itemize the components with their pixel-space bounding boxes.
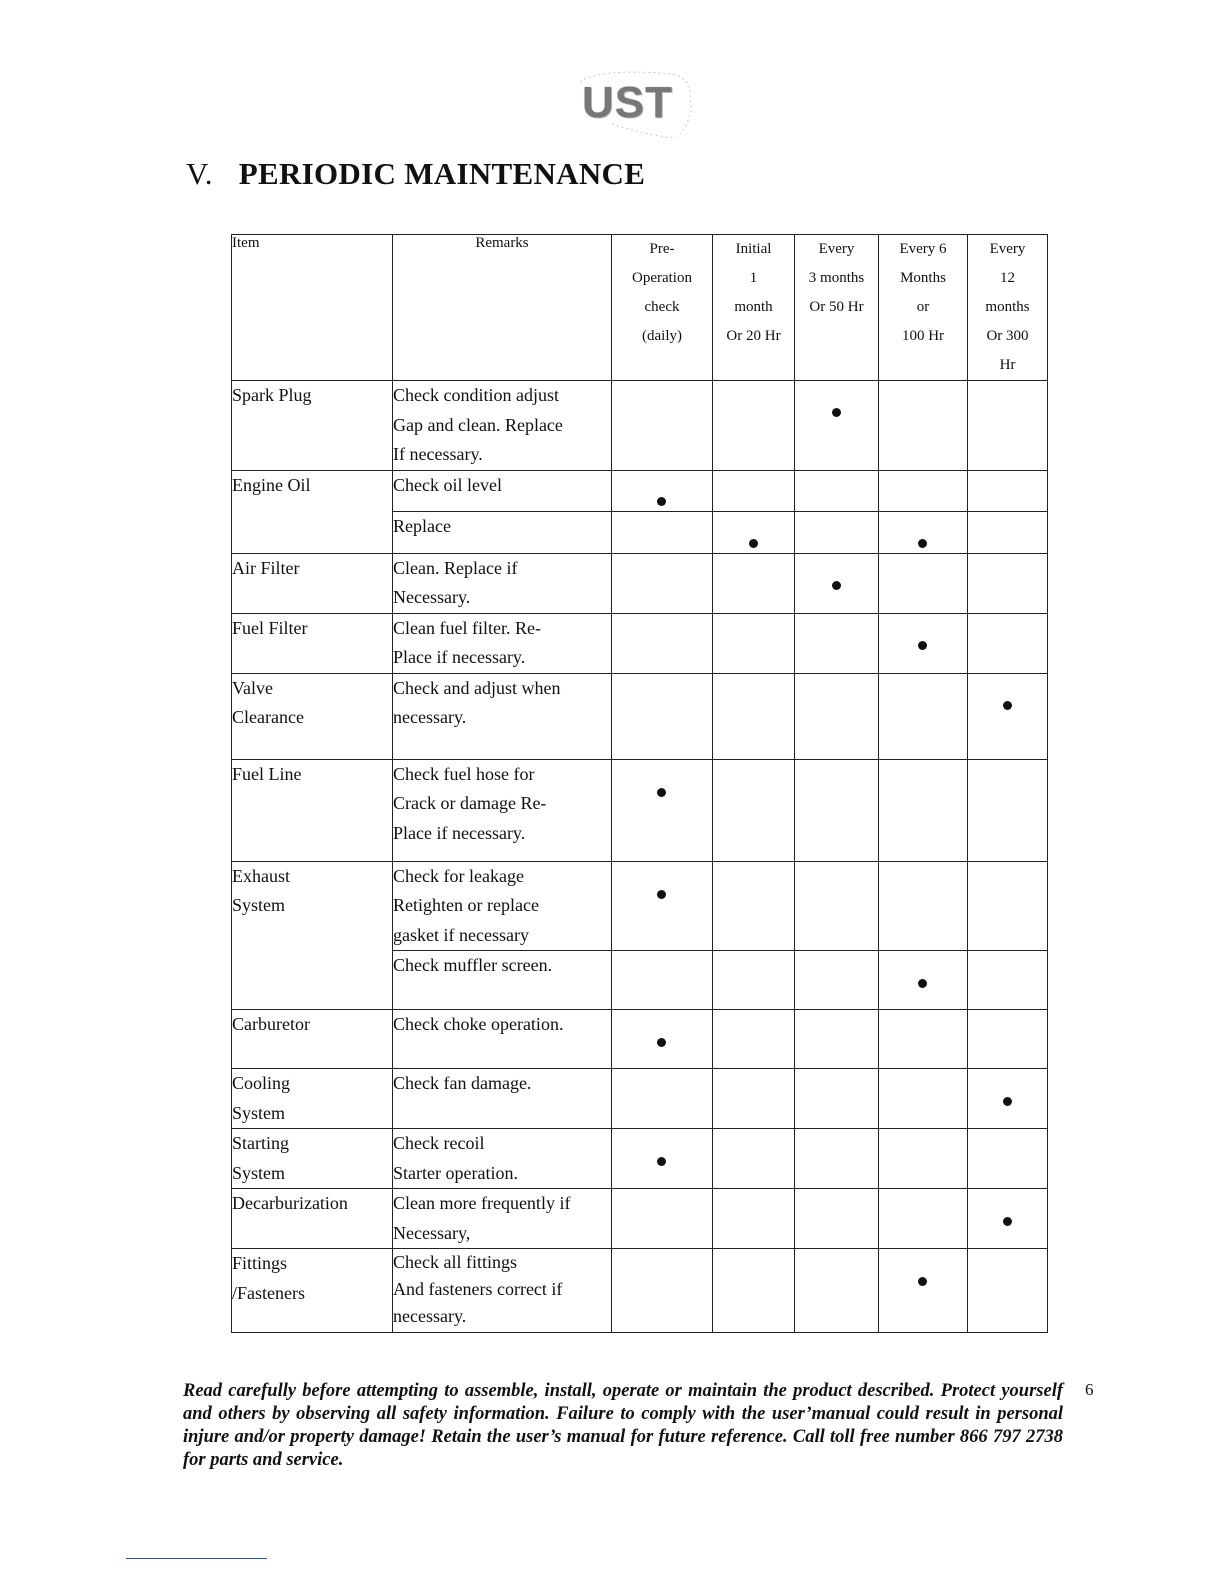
check-dot-icon — [657, 890, 666, 899]
schedule-cell — [795, 1010, 879, 1069]
check-dot-icon — [1003, 701, 1012, 710]
table-row — [232, 673, 1048, 759]
table-row — [232, 470, 1048, 511]
schedule-cell — [612, 511, 713, 553]
section-title-text: PERIODIC MAINTENANCE — [238, 156, 646, 191]
header-every-6-months: Every 6 Months or 100 Hr — [879, 235, 968, 381]
schedule-cell — [879, 861, 968, 951]
check-dot-icon — [657, 788, 666, 797]
remark-cell: Replace — [393, 511, 612, 553]
schedule-cell — [795, 951, 879, 1010]
check-dot-icon — [832, 408, 841, 417]
schedule-cell — [879, 1010, 968, 1069]
schedule-cell — [612, 861, 713, 951]
section-title — [186, 156, 645, 192]
schedule-cell — [713, 759, 795, 861]
schedule-cell — [795, 553, 879, 613]
remark-cell: Clean more frequently if Necessary, — [393, 1189, 612, 1249]
schedule-cell — [795, 511, 879, 553]
schedule-cell — [968, 951, 1048, 1010]
page-number: 6 — [1085, 1380, 1094, 1399]
header-every-12-months: Every 12 months Or 300 Hr — [968, 235, 1048, 381]
check-dot-icon — [657, 1157, 666, 1166]
schedule-cell — [713, 951, 795, 1010]
remark-cell: Check all fittings And fasteners correct if necessary. — [393, 1249, 612, 1333]
schedule-cell — [879, 1189, 968, 1249]
schedule-cell — [713, 613, 795, 673]
schedule-cell — [713, 861, 795, 951]
schedule-cell — [713, 1189, 795, 1249]
table-row — [232, 759, 1048, 861]
table-row — [232, 861, 1048, 951]
table-row — [232, 553, 1048, 613]
remark-cell: Check recoil Starter operation. — [393, 1129, 612, 1189]
table-row — [232, 1189, 1048, 1249]
table-row — [232, 1069, 1048, 1129]
check-dot-icon — [749, 539, 758, 548]
check-dot-icon — [918, 641, 927, 650]
schedule-cell — [612, 553, 713, 613]
schedule-cell — [612, 951, 713, 1010]
item-cell: Cooling System — [232, 1069, 393, 1129]
schedule-cell — [713, 1249, 795, 1333]
table-row — [232, 613, 1048, 673]
schedule-cell — [968, 1129, 1048, 1189]
item-cell: Starting System — [232, 1129, 393, 1189]
schedule-cell — [795, 861, 879, 951]
header-remarks: Remarks — [393, 235, 612, 381]
schedule-cell — [713, 470, 795, 511]
schedule-cell — [612, 613, 713, 673]
remark-cell: Check fan damage. — [393, 1069, 612, 1129]
schedule-cell — [713, 673, 795, 759]
schedule-cell — [612, 1249, 713, 1333]
schedule-cell — [612, 759, 713, 861]
item-cell: Fuel Filter — [232, 613, 393, 673]
divider — [126, 1558, 267, 1559]
schedule-cell — [612, 1189, 713, 1249]
schedule-cell — [968, 673, 1048, 759]
schedule-cell — [713, 1069, 795, 1129]
schedule-cell — [795, 759, 879, 861]
remark-cell: Check condition adjust Gap and clean. Replace If necessary. — [393, 381, 612, 471]
schedule-cell — [713, 553, 795, 613]
item-cell: Valve Clearance — [232, 673, 393, 759]
schedule-cell — [795, 673, 879, 759]
schedule-cell — [795, 1249, 879, 1333]
schedule-cell — [612, 1010, 713, 1069]
schedule-cell — [879, 1249, 968, 1333]
schedule-cell — [795, 1069, 879, 1129]
schedule-cell — [879, 613, 968, 673]
item-cell: Exhaust System — [232, 861, 393, 1010]
schedule-cell — [612, 381, 713, 471]
schedule-cell — [795, 470, 879, 511]
schedule-cell — [968, 381, 1048, 471]
logo-text: UST — [582, 78, 673, 127]
remark-cell: Clean. Replace if Necessary. — [393, 553, 612, 613]
table-row — [232, 1129, 1048, 1189]
schedule-cell — [879, 759, 968, 861]
table-row — [232, 381, 1048, 471]
check-dot-icon — [918, 539, 927, 548]
schedule-cell — [968, 1249, 1048, 1333]
schedule-cell — [879, 951, 968, 1010]
schedule-cell — [795, 613, 879, 673]
schedule-cell — [713, 1010, 795, 1069]
schedule-cell — [612, 1129, 713, 1189]
check-dot-icon — [1003, 1217, 1012, 1226]
maintenance-table — [231, 234, 1048, 1333]
safety-notice: Read carefully before attempting to assemble, install, operate or maintain the product described. Protect yourself and others by observing all safety information. Failure to comply with the user’manual could result in personal injure and/or property damage! Retain the user’s manual for future reference. Call toll free number 866 797 2738 for parts and service. — [183, 1381, 1063, 1470]
header-item: Item — [232, 235, 393, 381]
schedule-cell — [879, 470, 968, 511]
schedule-cell — [612, 470, 713, 511]
table-row — [232, 1249, 1048, 1333]
schedule-cell — [879, 1069, 968, 1129]
table-row — [232, 1010, 1048, 1069]
schedule-cell — [968, 1010, 1048, 1069]
check-dot-icon — [918, 979, 927, 988]
check-dot-icon — [832, 581, 841, 590]
item-cell: Fittings /Fasteners — [232, 1249, 393, 1333]
schedule-cell — [968, 613, 1048, 673]
schedule-cell — [713, 1129, 795, 1189]
item-cell: Engine Oil — [232, 470, 393, 553]
schedule-cell — [879, 553, 968, 613]
schedule-cell — [612, 1069, 713, 1129]
check-dot-icon — [657, 497, 666, 506]
check-dot-icon — [1003, 1097, 1012, 1106]
check-dot-icon — [657, 1038, 666, 1047]
schedule-cell — [879, 511, 968, 553]
schedule-cell — [968, 759, 1048, 861]
schedule-cell — [968, 1189, 1048, 1249]
schedule-cell — [795, 1129, 879, 1189]
schedule-cell — [795, 1189, 879, 1249]
section-numeral: V. — [186, 156, 213, 191]
header-initial-1-month: Initial 1 month Or 20 Hr — [713, 235, 795, 381]
ust-logo — [572, 64, 702, 146]
remark-cell: Check muffler screen. — [393, 951, 612, 1010]
item-cell: Decarburization — [232, 1189, 393, 1249]
remark-cell: Check and adjust when necessary. — [393, 673, 612, 759]
schedule-cell — [879, 673, 968, 759]
item-cell: Spark Plug — [232, 381, 393, 471]
remark-cell: Check for leakage Retighten or replace gasket if necessary — [393, 861, 612, 951]
schedule-cell — [713, 511, 795, 553]
item-cell: Carburetor — [232, 1010, 393, 1069]
schedule-cell — [968, 511, 1048, 553]
header-every-3-months: Every 3 months Or 50 Hr — [795, 235, 879, 381]
remark-cell: Clean fuel filter. Re- Place if necessary. — [393, 613, 612, 673]
remark-cell: Check fuel hose for Crack or damage Re- Place if necessary. — [393, 759, 612, 861]
schedule-cell — [879, 1129, 968, 1189]
table-header-row — [232, 235, 1048, 381]
check-dot-icon — [918, 1277, 927, 1286]
remark-cell: Check choke operation. — [393, 1010, 612, 1069]
schedule-cell — [968, 861, 1048, 951]
item-cell: Air Filter — [232, 553, 393, 613]
schedule-cell — [968, 1069, 1048, 1129]
schedule-cell — [879, 381, 968, 471]
remark-cell: Check oil level — [393, 470, 612, 511]
schedule-cell — [795, 381, 879, 471]
schedule-cell — [968, 470, 1048, 511]
schedule-cell — [968, 553, 1048, 613]
schedule-cell — [713, 381, 795, 471]
item-cell: Fuel Line — [232, 759, 393, 861]
schedule-cell — [612, 673, 713, 759]
header-pre-operation: Pre- Operation check (daily) — [612, 235, 713, 381]
